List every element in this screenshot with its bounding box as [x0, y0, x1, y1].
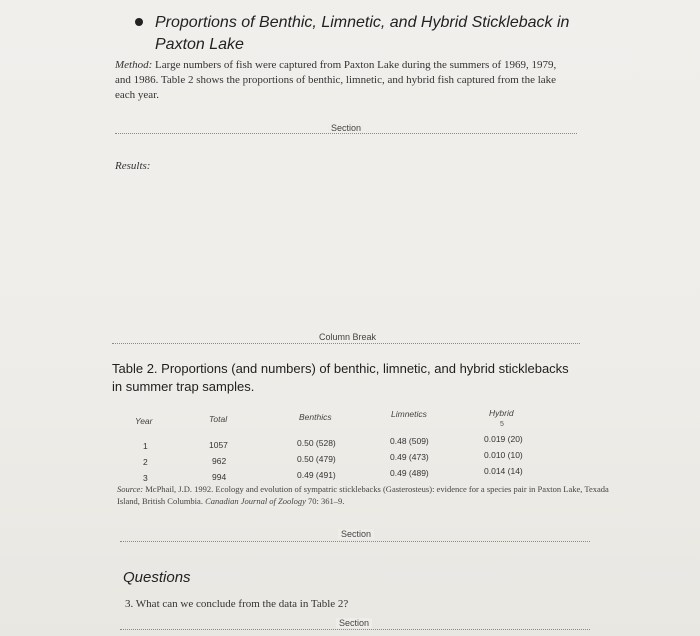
- table-cell-benthics: 0.49 (491): [297, 470, 336, 480]
- table-header-hybrid: Hybrid: [489, 408, 514, 418]
- heading-text: Proportions of Benthic, Limnetic, and Hybrid Stickleback in Paxton Lake: [155, 14, 570, 53]
- column-break-line: [112, 343, 580, 344]
- table-header-total: Total: [209, 414, 228, 424]
- table-cell-year: 3: [143, 473, 148, 483]
- hybrid-superscript: 5: [500, 421, 504, 428]
- table-cell-limnetics: 0.49 (489): [390, 468, 429, 478]
- section-break-label-1: Section: [328, 123, 364, 133]
- table-header-limnetics: Limnetics: [391, 409, 427, 419]
- section-break-line-3: [120, 629, 590, 630]
- table-cell-hybrid: 0.019 (20): [484, 434, 523, 444]
- questions-heading: Questions: [123, 569, 191, 586]
- method-paragraph: [115, 58, 565, 103]
- bullet-point: [135, 18, 143, 26]
- table-cell-year: 1: [143, 441, 148, 451]
- table-cell-hybrid: 0.010 (10): [484, 450, 523, 460]
- column-break-label: Column Break: [316, 332, 379, 342]
- question-3: 3. What can we conclude from the data in Table 2?: [125, 598, 349, 610]
- table-cell-total: 994: [212, 472, 227, 482]
- section-break-line-1: [115, 133, 577, 134]
- table-header-benthics: Benthics: [299, 412, 332, 422]
- table-cell-hybrid: 0.014 (14): [484, 466, 523, 476]
- table-cell-limnetics: 0.48 (509): [390, 436, 429, 446]
- source-citation: [117, 483, 617, 507]
- table-header-year: Year: [135, 416, 153, 426]
- source-label: Source:: [117, 484, 144, 494]
- section-break-label-3: Section: [336, 618, 372, 628]
- table-cell-total: 1057: [209, 440, 228, 450]
- source-tail: 70: 361–9.: [308, 496, 345, 506]
- method-text: Large numbers of fish were captured from Paxton Lake during the summers of 1969, 1979, and 1986. Table 2 shows the proportions of benthic, limnetic, and hybrid fish captured from the lake each year.: [115, 59, 557, 101]
- section-break-label-2: Section: [338, 529, 374, 539]
- section-break-line-2: [120, 541, 590, 542]
- source-text: McPhail, J.D. 1992. Ecology and evolution of sympatric sticklebacks (Gasterosteus): evidence for a species pair in Paxton Lake, Texada Island, British Columbia.: [117, 484, 609, 506]
- method-label: Method:: [115, 59, 153, 71]
- results-label: Results:: [115, 160, 151, 172]
- table-cell-year: 2: [143, 457, 148, 467]
- table-cell-total: 962: [212, 456, 227, 466]
- table-cell-limnetics: 0.49 (473): [390, 452, 429, 462]
- source-journal: Canadian Journal of Zoology: [205, 496, 306, 506]
- table-cell-benthics: 0.50 (528): [297, 438, 336, 448]
- table-title: Table 2. Proportions (and numbers) of benthic, limnetic, and hybrid sticklebacks in summer trap samples.: [112, 361, 569, 394]
- table-cell-benthics: 0.50 (479): [297, 454, 336, 464]
